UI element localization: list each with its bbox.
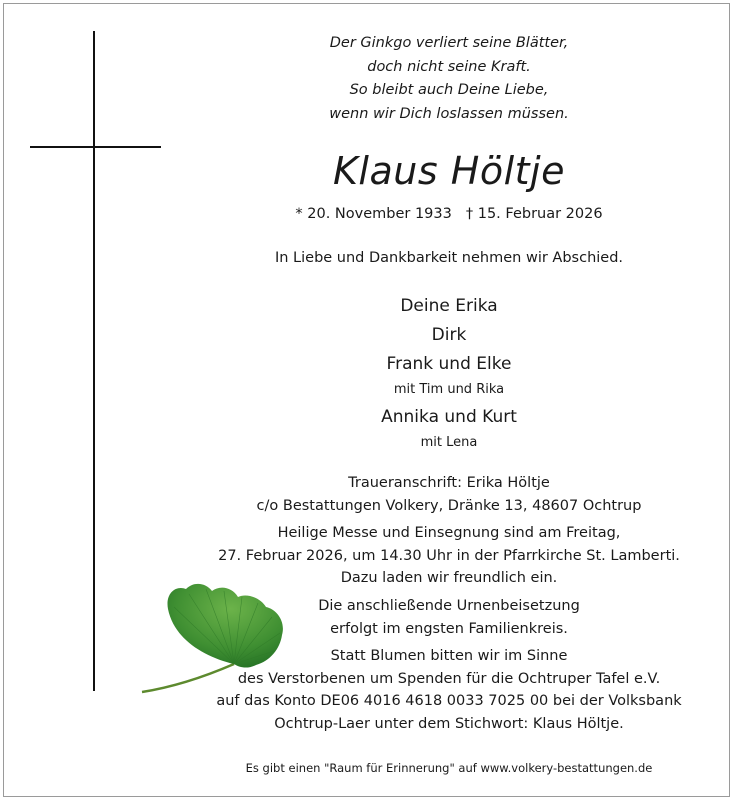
mourner-sub: mit Tim und Rika <box>393 382 505 397</box>
burial-block <box>164 595 733 640</box>
death-date: † 15. Februar 2026 <box>465 206 603 222</box>
donation-block <box>164 645 733 735</box>
address-line: c/o Bestattungen Volkery, Dränke 13, 48607 Ochtrup <box>256 497 642 514</box>
farewell-text: In Liebe und Dankbarkeit nehmen wir Abschied. <box>274 250 624 266</box>
poem-line: doch nicht seine Kraft. <box>367 58 531 75</box>
donation-line: des Verstorbenen um Spenden für die Ochtruper Tafel e.V. <box>237 670 661 687</box>
mourner-name: Frank und Elke <box>386 354 512 374</box>
deceased-name: Klaus Höltje <box>333 149 565 193</box>
mourner-name: Deine Erika <box>400 296 498 316</box>
family-list <box>164 292 733 456</box>
burial-line: Die anschließende Urnenbeisetzung <box>318 597 580 614</box>
service-line: Dazu laden wir freundlich ein. <box>340 570 558 587</box>
service-block <box>164 522 733 590</box>
footer-note: Es gibt einen "Raum für Erinnerung" auf www.volkery-bestattungen.de <box>245 761 653 775</box>
details <box>164 472 733 741</box>
poem-line: Der Ginkgo verliert seine Blätter, <box>329 35 569 51</box>
service-line: 27. Februar 2026, um 14.30 Uhr in der Pfarrkirche St. Lamberti. <box>218 547 680 564</box>
donation-line: Statt Blumen bitten wir im Sinne <box>330 648 568 665</box>
poem-line: wenn wir Dich loslassen müssen. <box>329 105 569 122</box>
mourner-name: Annika und Kurt <box>381 407 517 427</box>
mourner-sub: mit Lena <box>420 435 478 450</box>
address-line: Traueranschrift: Erika Höltje <box>348 475 550 491</box>
donation-line: auf das Konto DE06 4016 4618 0033 7025 00 bei der Volksbank <box>216 693 682 710</box>
obituary-card <box>3 3 730 797</box>
address-block <box>164 472 733 517</box>
donation-line: Ochtrup-Laer unter dem Stichwort: Klaus Höltje. <box>274 715 624 732</box>
life-dates <box>164 203 733 225</box>
poem <box>164 32 733 126</box>
mourner-name: Dirk <box>431 325 467 345</box>
poem-line: So bleibt auch Deine Liebe, <box>349 82 549 98</box>
burial-line: erfolgt im engsten Familienkreis. <box>330 620 568 637</box>
service-line: Heilige Messe und Einsegnung sind am Freitag, <box>277 525 621 542</box>
birth-date: * 20. November 1933 <box>295 206 452 222</box>
